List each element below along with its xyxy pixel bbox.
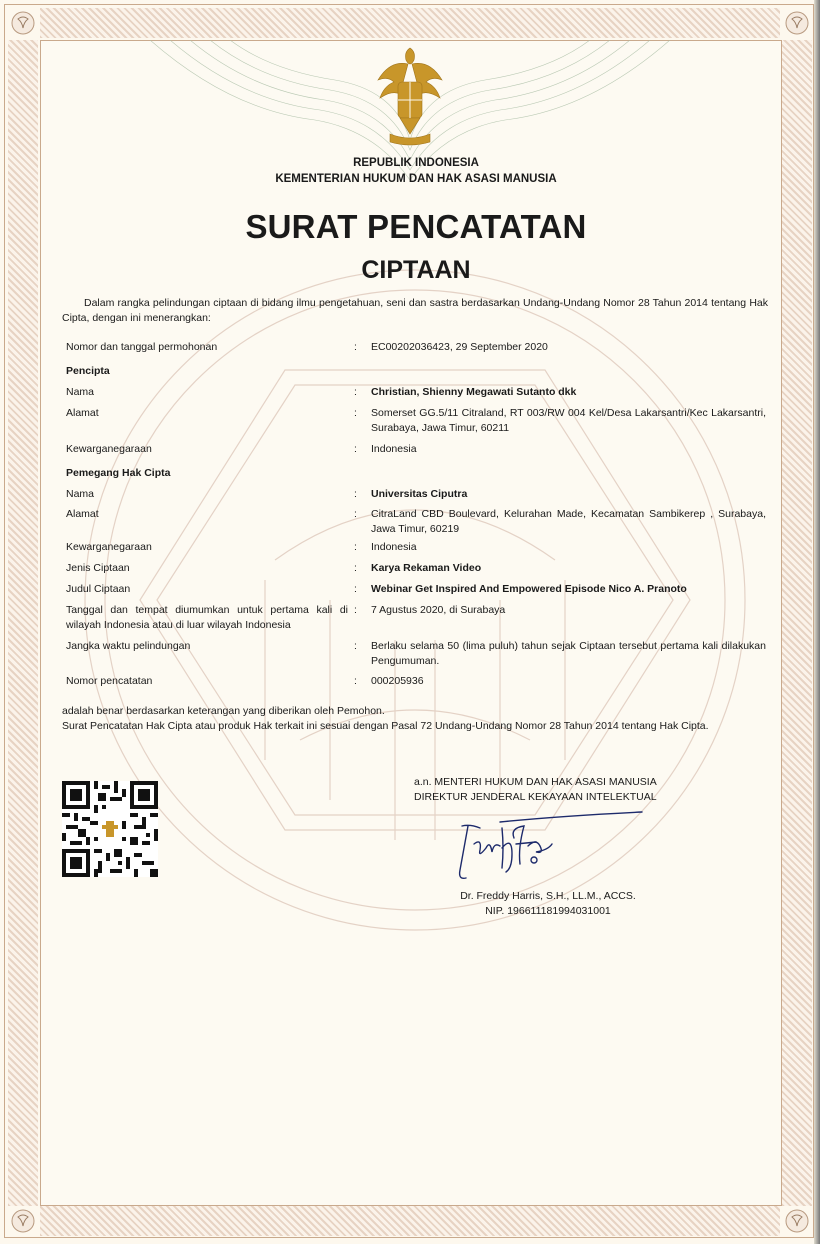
section-holder: Pemegang Hak Cipta — [66, 467, 171, 479]
border-band-top — [40, 8, 780, 38]
signer-details — [453, 889, 643, 919]
issuer-header — [0, 155, 820, 187]
corner-ornament-icon — [782, 8, 812, 38]
garuda-emblem-icon — [370, 42, 450, 152]
border-band-bottom — [40, 1206, 780, 1236]
field-label: Nomor dan tanggal permohonan — [66, 341, 218, 353]
closing-statement: adalah benar berdasarkan keterangan yang diberikan oleh Pemohon. Surat Pencatatan Hak Cipta atau produk Hak terkait ini sesuai dengan Pasal 72 Undang-Undang Nomor 28 Tahun 2014 tentang Hak Cipta. — [62, 705, 709, 732]
document-title: SURAT PENCATATAN — [245, 208, 587, 245]
section-creator: Pencipta — [66, 365, 110, 377]
corner-ornament-icon — [782, 1206, 812, 1236]
header-line-ministry: KEMENTERIAN HUKUM DAN HAK ASASI MANUSIA — [275, 173, 557, 185]
handwritten-signature — [440, 808, 650, 888]
intro-paragraph: Dalam rangka pelindungan ciptaan di bidang ilmu pengetahuan, seni dan sastra berdasarkan Undang-Undang Nomor 28 Tahun 2014 tentang Hak Cipta, dengan ini menerangkan: — [62, 297, 768, 324]
corner-ornament-icon — [8, 8, 38, 38]
field-value: EC00202036423, 29 September 2020 — [371, 341, 548, 353]
qr-code-icon — [62, 780, 158, 878]
signature-block-heading: a.n. MENTERI HUKUM DAN HAK ASASI MANUSIA DIREKTUR JENDERAL KEKAYAAN INTELEKTUAL — [414, 776, 657, 803]
header-line-republic: REPUBLIK INDONESIA — [353, 157, 479, 169]
corner-ornament-icon — [8, 1206, 38, 1236]
signer-nip: NIP. 196611181994031001 — [485, 905, 611, 917]
page-edge-shadow — [814, 0, 820, 1244]
document-subtitle: CIPTAAN — [361, 256, 471, 284]
certificate-page: REPUBLIK INDONESIA KEMENTERIAN HUKUM DAN HAK ASASI MANUSIA SURAT PENCATATAN CIPTAAN Dalam rangka pelindungan ciptaan di bidang ilmu pengetahuan, seni dan sastra berdasarkan Undang-Undang Nomor 28 Tahun 2014 tentang Hak Cipta, dengan ini menerangkan: Nomor dan tanggal permohonan : EC00202036423, 29 September 2020 Pencipta Nama : Christian, Shienny Megawati Sutanto dkk Alamat : Somerset GG.5/11 Citraland, RT 003/RW 004 Kel/Desa Lakarsantri/Kec Lakarsantri, Surabaya, Jawa Timur, 60211 Kewarganegaraan : Indonesia Pemegang Hak Cipta Nama : Universitas Ciputra Alamat : CitraLand CBD Boulevard, Kelurahan Made, Kecamatan Sambikerep , Surabaya, Jawa Timur, 60219 Kewarganegaraan : Indonesia Jenis Ciptaan : Karya Rekaman Video Judul Ciptaan : Webinar Get Inspired And Empowered Episode Nico A. Pranoto Tanggal dan tempat diumumkan untuk pertama kali di wilayah Indonesia atau di luar wilayah Indonesia : 7 Agustus 2020, di Surabaya Jangka waktu pelindungan : Berlaku selama 50 (lima puluh) tahun sejak Ciptaan tersebut pertama kali dilakukan Pengumuman. Nomor pencatatan : 000205936 adalah benar berdasarkan keterangan yang diberikan oleh Pemohon. Surat Pencatatan Hak Cipta atau produk Hak terkait ini sesuai dengan Pasal 72 Undang-Undang Nomor 28 Tahun 2014 tentang Hak Cipta. a.n. MENTERI HUKUM DAN HAK ASASI MANUSIA DIREKTUR JENDERAL KEKAYAAN INTELEKTUAL Dr. Freddy Harris, S.H., LL.M., ACCS. NIP. 196611181994031001 — [0, 0, 820, 1244]
signer-name: Dr. Freddy Harris, S.H., LL.M., ACCS. — [460, 890, 636, 902]
